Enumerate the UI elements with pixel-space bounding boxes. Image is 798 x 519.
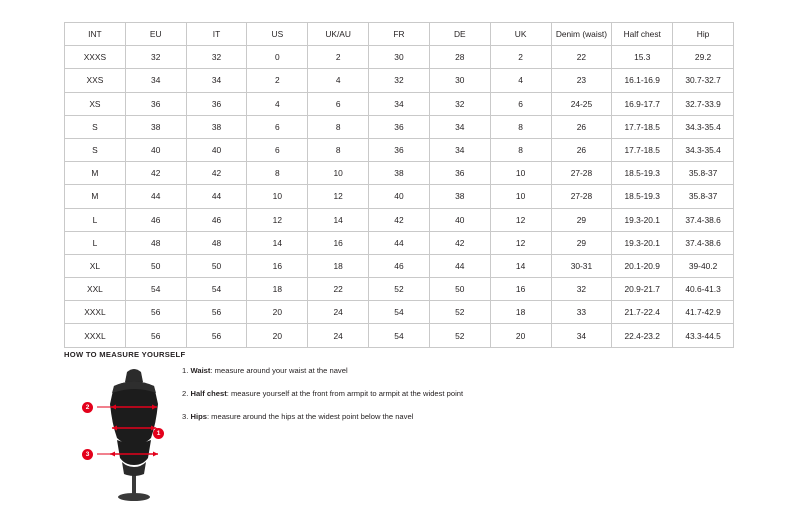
- cell-hip: 40.6-41.3: [673, 278, 734, 301]
- cell-eu: 50: [125, 254, 186, 277]
- cell-int: XXS: [65, 69, 126, 92]
- cell-half-chest: 18.5-19.3: [612, 185, 673, 208]
- marker-1-waist: 1: [153, 428, 164, 439]
- cell-fr: 46: [369, 254, 430, 277]
- note-text: : measure yourself at the front from armpit to armpit at the widest point: [226, 389, 464, 398]
- cell-denim-waist: 34: [551, 324, 612, 347]
- cell-uk-au: 16: [308, 231, 369, 254]
- cell-de: 32: [429, 92, 490, 115]
- column-header-uk: UK: [490, 23, 551, 46]
- table-row: [65, 301, 734, 324]
- cell-uk-au: 10: [308, 162, 369, 185]
- cell-it: 34: [186, 69, 247, 92]
- table-row: [65, 69, 734, 92]
- cell-de: 28: [429, 46, 490, 69]
- cell-uk-au: 22: [308, 278, 369, 301]
- cell-fr: 30: [369, 46, 430, 69]
- cell-int: L: [65, 208, 126, 231]
- cell-int: XL: [65, 254, 126, 277]
- cell-us: 4: [247, 92, 308, 115]
- cell-eu: 56: [125, 324, 186, 347]
- size-conversion-table: [64, 22, 734, 348]
- cell-fr: 52: [369, 278, 430, 301]
- cell-fr: 34: [369, 92, 430, 115]
- cell-fr: 54: [369, 324, 430, 347]
- cell-de: 52: [429, 301, 490, 324]
- column-header-half-chest: Half chest: [612, 23, 673, 46]
- cell-fr: 42: [369, 208, 430, 231]
- size-table-container: [64, 22, 734, 348]
- cell-hip: 32.7-33.9: [673, 92, 734, 115]
- cell-it: 48: [186, 231, 247, 254]
- note-number: 1.: [182, 366, 189, 375]
- column-header-us: US: [247, 23, 308, 46]
- cell-int: S: [65, 115, 126, 138]
- cell-uk: 12: [490, 208, 551, 231]
- cell-hip: 37.4-38.6: [673, 231, 734, 254]
- cell-us: 8: [247, 162, 308, 185]
- cell-int: XXXL: [65, 324, 126, 347]
- cell-eu: 32: [125, 46, 186, 69]
- table-row: [65, 254, 734, 277]
- cell-uk-au: 8: [308, 138, 369, 161]
- cell-denim-waist: 29: [551, 208, 612, 231]
- cell-uk-au: 12: [308, 185, 369, 208]
- note-term: Half chest: [190, 389, 227, 398]
- table-header-row: [65, 23, 734, 46]
- cell-de: 38: [429, 185, 490, 208]
- cell-us: 14: [247, 231, 308, 254]
- cell-uk-au: 2: [308, 46, 369, 69]
- cell-fr: 32: [369, 69, 430, 92]
- table-row: [65, 92, 734, 115]
- cell-eu: 40: [125, 138, 186, 161]
- cell-int: S: [65, 138, 126, 161]
- cell-us: 20: [247, 301, 308, 324]
- cell-de: 44: [429, 254, 490, 277]
- note-text: : measure around your waist at the navel: [210, 366, 348, 375]
- cell-eu: 34: [125, 69, 186, 92]
- cell-fr: 54: [369, 301, 430, 324]
- cell-de: 50: [429, 278, 490, 301]
- column-header-int: INT: [65, 23, 126, 46]
- cell-hip: 43.3-44.5: [673, 324, 734, 347]
- cell-uk-au: 24: [308, 324, 369, 347]
- measure-note-waist: [182, 366, 602, 376]
- cell-eu: 36: [125, 92, 186, 115]
- cell-half-chest: 17.7-18.5: [612, 115, 673, 138]
- cell-denim-waist: 23: [551, 69, 612, 92]
- cell-hip: 34.3-35.4: [673, 115, 734, 138]
- cell-hip: 30.7-32.7: [673, 69, 734, 92]
- cell-fr: 36: [369, 138, 430, 161]
- cell-half-chest: 22.4-23.2: [612, 324, 673, 347]
- cell-fr: 44: [369, 231, 430, 254]
- cell-eu: 38: [125, 115, 186, 138]
- cell-int: XXXL: [65, 301, 126, 324]
- table-row: [65, 231, 734, 254]
- cell-denim-waist: 32: [551, 278, 612, 301]
- cell-hip: 35.8-37: [673, 185, 734, 208]
- cell-it: 56: [186, 301, 247, 324]
- column-header-denim-waist: Denim (waist): [551, 23, 612, 46]
- cell-half-chest: 16.9-17.7: [612, 92, 673, 115]
- cell-hip: 35.8-37: [673, 162, 734, 185]
- cell-int: XXL: [65, 278, 126, 301]
- cell-it: 54: [186, 278, 247, 301]
- cell-uk: 20: [490, 324, 551, 347]
- column-header-fr: FR: [369, 23, 430, 46]
- cell-uk: 16: [490, 278, 551, 301]
- cell-eu: 56: [125, 301, 186, 324]
- cell-fr: 40: [369, 185, 430, 208]
- cell-int: M: [65, 162, 126, 185]
- cell-uk-au: 24: [308, 301, 369, 324]
- cell-uk-au: 8: [308, 115, 369, 138]
- cell-eu: 42: [125, 162, 186, 185]
- cell-uk: 12: [490, 231, 551, 254]
- cell-eu: 46: [125, 208, 186, 231]
- table-row: [65, 185, 734, 208]
- cell-eu: 48: [125, 231, 186, 254]
- cell-uk: 14: [490, 254, 551, 277]
- cell-us: 20: [247, 324, 308, 347]
- cell-int: XS: [65, 92, 126, 115]
- cell-half-chest: 16.1-16.9: [612, 69, 673, 92]
- cell-denim-waist: 27-28: [551, 162, 612, 185]
- cell-it: 50: [186, 254, 247, 277]
- cell-eu: 54: [125, 278, 186, 301]
- cell-half-chest: 19.3-20.1: [612, 208, 673, 231]
- cell-it: 36: [186, 92, 247, 115]
- cell-uk: 18: [490, 301, 551, 324]
- cell-half-chest: 19.3-20.1: [612, 231, 673, 254]
- cell-uk-au: 18: [308, 254, 369, 277]
- table-row: [65, 46, 734, 69]
- cell-half-chest: 17.7-18.5: [612, 138, 673, 161]
- how-to-measure-title: HOW TO MEASURE YOURSELF: [64, 350, 186, 359]
- cell-us: 12: [247, 208, 308, 231]
- cell-int: L: [65, 231, 126, 254]
- cell-half-chest: 20.9-21.7: [612, 278, 673, 301]
- table-row: [65, 208, 734, 231]
- cell-denim-waist: 26: [551, 115, 612, 138]
- measure-notes: [182, 366, 602, 435]
- cell-uk: 2: [490, 46, 551, 69]
- column-header-it: IT: [186, 23, 247, 46]
- cell-denim-waist: 30-31: [551, 254, 612, 277]
- cell-denim-waist: 29: [551, 231, 612, 254]
- cell-denim-waist: 33: [551, 301, 612, 324]
- cell-uk: 4: [490, 69, 551, 92]
- cell-it: 42: [186, 162, 247, 185]
- cell-hip: 41.7-42.9: [673, 301, 734, 324]
- table-row: [65, 138, 734, 161]
- cell-uk: 8: [490, 115, 551, 138]
- cell-half-chest: 15.3: [612, 46, 673, 69]
- cell-uk-au: 4: [308, 69, 369, 92]
- cell-us: 16: [247, 254, 308, 277]
- mannequin-svg: [84, 366, 194, 506]
- cell-de: 36: [429, 162, 490, 185]
- measure-note-half-chest: [182, 389, 602, 399]
- cell-eu: 44: [125, 185, 186, 208]
- cell-hip: 37.4-38.6: [673, 208, 734, 231]
- cell-uk-au: 14: [308, 208, 369, 231]
- cell-int: XXXS: [65, 46, 126, 69]
- cell-fr: 38: [369, 162, 430, 185]
- cell-denim-waist: 27-28: [551, 185, 612, 208]
- cell-us: 6: [247, 138, 308, 161]
- cell-uk: 10: [490, 162, 551, 185]
- cell-de: 42: [429, 231, 490, 254]
- note-number: 3.: [182, 412, 189, 421]
- cell-us: 2: [247, 69, 308, 92]
- cell-hip: 34.3-35.4: [673, 138, 734, 161]
- note-term: Hips: [190, 412, 207, 421]
- cell-de: 40: [429, 208, 490, 231]
- cell-hip: 29.2: [673, 46, 734, 69]
- cell-denim-waist: 22: [551, 46, 612, 69]
- cell-it: 46: [186, 208, 247, 231]
- table-row: [65, 324, 734, 347]
- cell-us: 18: [247, 278, 308, 301]
- cell-de: 34: [429, 115, 490, 138]
- cell-uk-au: 6: [308, 92, 369, 115]
- cell-uk: 6: [490, 92, 551, 115]
- marker-2-half-chest: 2: [82, 402, 93, 413]
- cell-it: 44: [186, 185, 247, 208]
- cell-denim-waist: 26: [551, 138, 612, 161]
- note-text: : measure around the hips at the widest point below the navel: [206, 412, 414, 421]
- table-row: [65, 162, 734, 185]
- measure-note-hips: [182, 412, 602, 422]
- marker-3-hips: 3: [82, 449, 93, 460]
- cell-it: 56: [186, 324, 247, 347]
- column-header-eu: EU: [125, 23, 186, 46]
- cell-int: M: [65, 185, 126, 208]
- column-header-uk-au: UK/AU: [308, 23, 369, 46]
- column-header-hip: Hip: [673, 23, 734, 46]
- cell-denim-waist: 24-25: [551, 92, 612, 115]
- cell-fr: 36: [369, 115, 430, 138]
- cell-it: 40: [186, 138, 247, 161]
- cell-it: 38: [186, 115, 247, 138]
- cell-half-chest: 21.7-22.4: [612, 301, 673, 324]
- cell-hip: 39-40.2: [673, 254, 734, 277]
- table-row: [65, 278, 734, 301]
- cell-de: 52: [429, 324, 490, 347]
- cell-de: 34: [429, 138, 490, 161]
- cell-half-chest: 18.5-19.3: [612, 162, 673, 185]
- column-header-de: DE: [429, 23, 490, 46]
- cell-uk: 8: [490, 138, 551, 161]
- cell-uk: 10: [490, 185, 551, 208]
- cell-half-chest: 20.1-20.9: [612, 254, 673, 277]
- cell-us: 6: [247, 115, 308, 138]
- cell-us: 10: [247, 185, 308, 208]
- cell-de: 30: [429, 69, 490, 92]
- cell-us: 0: [247, 46, 308, 69]
- note-term: Waist: [190, 366, 211, 375]
- note-number: 2.: [182, 389, 189, 398]
- cell-it: 32: [186, 46, 247, 69]
- table-row: [65, 115, 734, 138]
- mannequin-illustration: [84, 366, 194, 506]
